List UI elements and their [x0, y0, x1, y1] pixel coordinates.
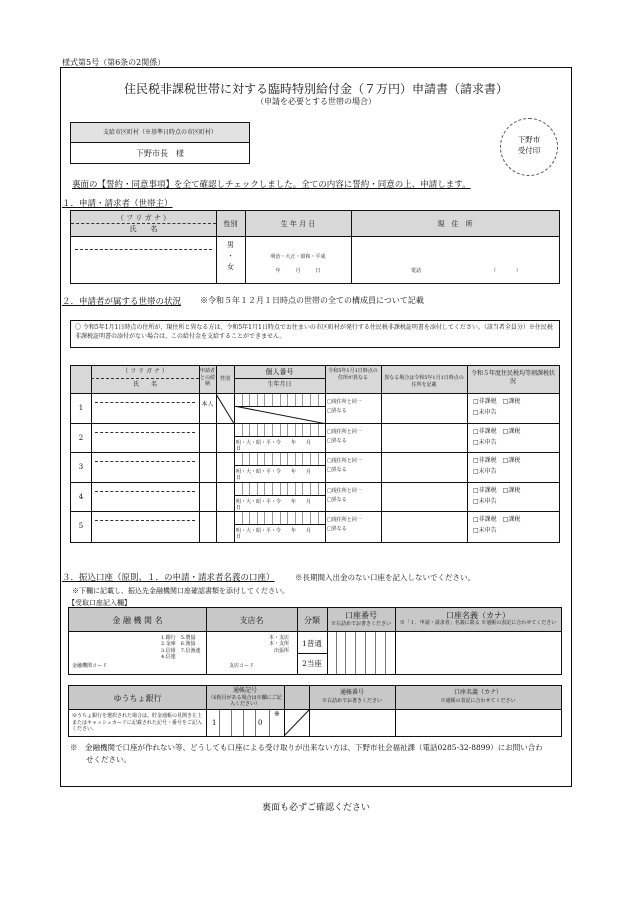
address-header: 現 住 所 — [437, 220, 473, 228]
hh-name-field[interactable] — [95, 495, 195, 509]
hh-id-cell-divider — [295, 512, 296, 524]
hh-same[interactable]: □現住所と同一 — [327, 428, 362, 435]
hh-id-cell-divider — [272, 512, 273, 524]
phone-field[interactable]: （ ） — [491, 268, 522, 274]
hh-id-cell-divider — [249, 424, 250, 436]
hh-id-cell-divider — [295, 424, 296, 436]
yucho-mark: ※ — [274, 710, 280, 718]
hh-id-cell-divider — [280, 483, 281, 495]
hh-id-cell-divider — [249, 512, 250, 524]
hh-tax2[interactable]: □未申告 — [473, 409, 497, 416]
bank-name-header: 金 融 機 関 名 — [112, 616, 163, 625]
hh-id-cell-divider — [242, 453, 243, 465]
hh-row1-slash — [216, 394, 234, 424]
hh-id-cell-divider — [310, 453, 311, 465]
hh-id-cell-divider — [302, 453, 303, 465]
hh-diff[interactable]: □異なる — [327, 437, 347, 444]
applicant-table — [70, 210, 560, 284]
hh-birth[interactable]: 明・大・昭・平・令 年 月 日 — [236, 498, 322, 511]
birth-header: 生 年 月 日 — [280, 220, 316, 228]
hh-id-cell-divider — [264, 424, 265, 436]
hh-tax2[interactable]: □未申告 — [473, 438, 497, 446]
yucho-sign-note: （6桁目がある場合は※欄にご記入ください） — [208, 695, 282, 707]
hh-id-cell-divider — [280, 424, 281, 436]
hh-diff[interactable]: □異なる — [327, 467, 347, 474]
bank-code-label: 金融機関コード — [72, 663, 108, 669]
hh-gender-header: 性別 — [219, 376, 230, 382]
household-table — [70, 365, 560, 543]
receive-label: 【受取口座記入欄】 — [68, 599, 131, 607]
hh-id-cell-divider — [287, 424, 288, 436]
hh-id-cell-divider — [257, 453, 258, 465]
hh-tax1[interactable]: □非課税 □課税 — [473, 398, 521, 405]
hh-same[interactable]: □現住所と同一 — [327, 487, 362, 494]
birth-ymd: 年 月 日 — [275, 268, 321, 274]
hh-id-cell-divider — [318, 424, 319, 436]
hh-name-field[interactable] — [95, 436, 195, 450]
gender-header: 性別 — [223, 220, 238, 228]
hh-id-cell-divider — [310, 512, 311, 524]
applicant-furigana-header: （ フ リ ガ ナ ） — [116, 214, 171, 222]
section2-heading: ２．申請者が属する世帯の状況 — [62, 297, 182, 307]
hh-id-cell-divider — [318, 483, 319, 495]
hh-row1-birth-slash — [234, 406, 325, 424]
hh-birth[interactable]: 明・大・昭・平・令 年 月 日 — [236, 439, 322, 452]
hh-id-cell-divider — [287, 483, 288, 495]
municipality-label: 支給市区町村（※基準日時点の市区町村） — [71, 123, 249, 143]
hh-tax2[interactable]: □未申告 — [473, 527, 497, 535]
form-number: 様式第5号（第6条の2関係） — [62, 58, 166, 67]
section2-info: 〇 令和5年1月1日時点の住所が、現住所と異なる方は、令和5年1月1日時点でお住まいの市区町村が発行する住民税非課税証明書を添付してください。（該当者全員分）※住民税非課税証明書の添付がない場合は、この給付金を支給することができません。 — [70, 320, 560, 348]
section3-heading: ３．振込口座（原則、１．の申請・請求者名義の口座） — [62, 573, 275, 583]
yucho-slash — [284, 710, 309, 736]
hh-id-cell-divider — [302, 512, 303, 524]
holder-note: ※「１．申請・請求者」名義に限る ※通帳の表記に合わせてください — [399, 620, 557, 626]
birth-eras[interactable]: 明治・大正・昭和・平成 — [270, 254, 326, 260]
hh-id-cell-divider — [280, 453, 281, 465]
hh-birth[interactable]: 明・大・昭・平・令 年 月 日 — [236, 469, 322, 482]
hh-id-cell-divider — [287, 453, 288, 465]
hh-id-cell-divider — [249, 453, 250, 465]
hh-id-cell-divider — [318, 512, 319, 524]
hh-id-cell-divider — [302, 483, 303, 495]
hh-row — [71, 394, 559, 424]
hh-id-cell-divider — [264, 394, 265, 406]
section3-sub: ※下欄に記載し、振込先金融機関口座確認書類を添付してください。 — [72, 587, 289, 595]
hh-id-cell-divider — [249, 394, 250, 406]
hh-name-field[interactable] — [95, 524, 195, 538]
yucho-no-note: ※右詰めでお書きください — [321, 698, 382, 704]
hh-id-cell-divider — [249, 483, 250, 495]
hh-addr-same-header: 令和5年1月1日時点の住所が異なる — [328, 368, 378, 381]
bank-types[interactable]: 1.銀行 5.農協 2.金庫 6.漁協 3.信組 7.信漁連 4.信連 — [161, 635, 201, 660]
hh-diff[interactable]: □異なる — [327, 526, 347, 533]
hh-status-header: 令和５年度住民税均等割課税状況 — [470, 370, 555, 386]
back-note: 裏面も必ずご確認ください — [261, 803, 370, 813]
hh-tax1[interactable]: □非課税 □課税 — [473, 486, 521, 494]
page-title: 住民税非課税世帯に対する臨時特別給付金（７万円）申請書（請求書） — [123, 82, 508, 96]
hh-same[interactable]: □現住所と同一 — [327, 399, 362, 405]
hh-diff[interactable]: □異なる — [327, 408, 347, 414]
gender-dot: ・ — [227, 252, 234, 260]
yucho-header: ゆうちょ銀行 — [113, 694, 162, 703]
hh-tax1[interactable]: □非課税 □課税 — [473, 516, 521, 524]
yucho-sign-header: 通帳記号 — [232, 687, 257, 694]
hh-row-no: 4 — [78, 492, 84, 501]
applicant-name-header: 氏 名 — [129, 225, 158, 233]
hh-id-cell-divider — [242, 512, 243, 524]
branch-header: 支店名 — [239, 616, 264, 625]
yucho-sign-zero: 0 — [258, 719, 263, 727]
hh-id-cell-divider — [287, 512, 288, 524]
hh-id-cell-divider — [242, 394, 243, 406]
applicant-name-field[interactable] — [75, 257, 212, 277]
type-futsu[interactable]: 1普通 — [302, 639, 322, 648]
hh-row — [71, 483, 559, 513]
section1-heading: １．申請・請求者（世帯主） — [62, 199, 173, 209]
hh-furigana-header: （ フ リ ガ ナ ） — [122, 368, 168, 375]
bank-table — [68, 607, 562, 675]
hh-tax1[interactable]: □非課税 □課税 — [473, 457, 521, 465]
hh-id-cell-divider — [272, 453, 273, 465]
hh-id-cell-divider — [318, 394, 319, 406]
hh-id-cell-divider — [264, 453, 265, 465]
hh-id-cell-divider — [264, 512, 265, 524]
hh-id-cell-divider — [302, 424, 303, 436]
hh-id-cell-divider — [257, 394, 258, 406]
hh-row-no: 5 — [78, 522, 84, 531]
phone-label: 電話 — [411, 268, 422, 274]
receipt-stamp — [500, 118, 558, 176]
hh-relation-header: 申請者との続柄 — [199, 368, 215, 387]
hh-same[interactable]: □現住所と同一 — [327, 458, 362, 465]
hh-id-cell-divider — [287, 394, 288, 406]
yucho-holder-note: ※通帳の表記に合わせてください — [440, 698, 516, 704]
hh-same[interactable]: □現住所と同一 — [327, 517, 362, 524]
gender-male[interactable]: 男 — [227, 241, 234, 249]
hh-id-cell-divider — [272, 483, 273, 495]
hh-birth-header: 生年月日 — [267, 381, 292, 388]
hh-id-cell-divider — [280, 394, 281, 406]
hh-id-cell-divider — [295, 453, 296, 465]
hh-row — [71, 424, 559, 454]
hh-id-cell-divider — [264, 483, 265, 495]
hh-id-cell-divider — [310, 483, 311, 495]
hh-id-cell-divider — [257, 483, 258, 495]
holder-header: 口座名義（カナ） — [446, 611, 510, 620]
type-header: 分類 — [304, 616, 320, 625]
yucho-no-header: 通帳番号 — [339, 689, 364, 696]
yucho-holder-header: 口座名義（カナ） — [453, 689, 502, 696]
municipality-box — [70, 122, 250, 164]
hh-relation: 本人 — [201, 401, 214, 408]
page-subtitle: （申請を必要とする世帯の場合） — [256, 97, 376, 106]
hh-id-cell-divider — [302, 394, 303, 406]
yucho-desc: ゆうちょ銀行を選択された場合は、貯金通帳の見開き左上またはキャッシュカードに記載された記号・番号をご記入ください。 — [72, 713, 203, 732]
hh-name-header: 氏 名 — [132, 381, 157, 388]
hh-id-cell-divider — [280, 512, 281, 524]
stamp-line1: 下野市 — [517, 135, 541, 144]
branch-code-label: 支店コード — [229, 663, 255, 669]
hh-id-cell-divider — [272, 424, 273, 436]
hh-id-cell-divider — [272, 394, 273, 406]
hh-tax1[interactable]: □非課税 □課税 — [473, 427, 521, 435]
hh-id-cell-divider — [242, 424, 243, 436]
municipality-value: 下野市長 様 — [136, 149, 184, 158]
hh-id-cell-divider — [318, 453, 319, 465]
hh-birth[interactable]: 明・大・昭・平・令 年 月 日 — [236, 528, 322, 541]
yucho-sign-one: 1 — [212, 719, 217, 727]
hh-addr-diff-header: 異なる場合は令和5年1月1日時点の住所を記載 — [384, 375, 464, 388]
stamp-line2: 受付印 — [517, 145, 541, 155]
type-toza[interactable]: 2当座 — [302, 659, 322, 668]
hh-id-cell-divider — [295, 483, 296, 495]
yucho-table — [68, 685, 562, 737]
hh-name-field[interactable] — [95, 465, 195, 479]
hh-name-field[interactable] — [95, 406, 195, 420]
hh-diff[interactable]: □異なる — [327, 496, 347, 503]
hh-id-cell-divider — [242, 483, 243, 495]
hh-row-no: 3 — [78, 463, 84, 472]
hh-row-no: 2 — [78, 433, 84, 442]
hh-row — [71, 453, 559, 483]
acct-no-note: ※右詰めでお書きください — [330, 621, 391, 627]
hh-id-cell-divider — [257, 424, 258, 436]
hh-tax2[interactable]: □未申告 — [473, 497, 497, 505]
hh-row-no: 1 — [78, 404, 84, 412]
hh-tax2[interactable]: □未申告 — [473, 468, 497, 476]
section3-note: ※長期間入出金のない口座を記入しないでください。 — [295, 573, 475, 582]
footer-note: ※ 金融機関で口座が作れない等、どうしても口座による受け取りが出来ない方は、下野市社会福祉課（電話0285-32-8899）にお問い合わせください。 — [70, 743, 543, 764]
gender-female[interactable]: 女 — [227, 263, 234, 271]
branch-types[interactable]: 本・支店 本・支所 出張所 — [269, 635, 290, 654]
acct-no-header: 口座番号 — [345, 611, 377, 620]
hh-id-cell-divider — [295, 394, 296, 406]
hh-id-cell-divider — [310, 424, 311, 436]
hh-id-cell-divider — [310, 394, 311, 406]
hh-row — [71, 512, 559, 542]
section2-note: ※令和５年１２月１日時点の世帯の全ての構成員について記載 — [200, 296, 424, 305]
hh-id-cell-divider — [257, 512, 258, 524]
hh-id-header: 個人番号 — [265, 368, 294, 376]
pledge-text: 裏面の【誓約・同意事項】を全て確認しチェックしました。全ての内容に誓約・同意の上、申請します。 — [72, 180, 471, 190]
